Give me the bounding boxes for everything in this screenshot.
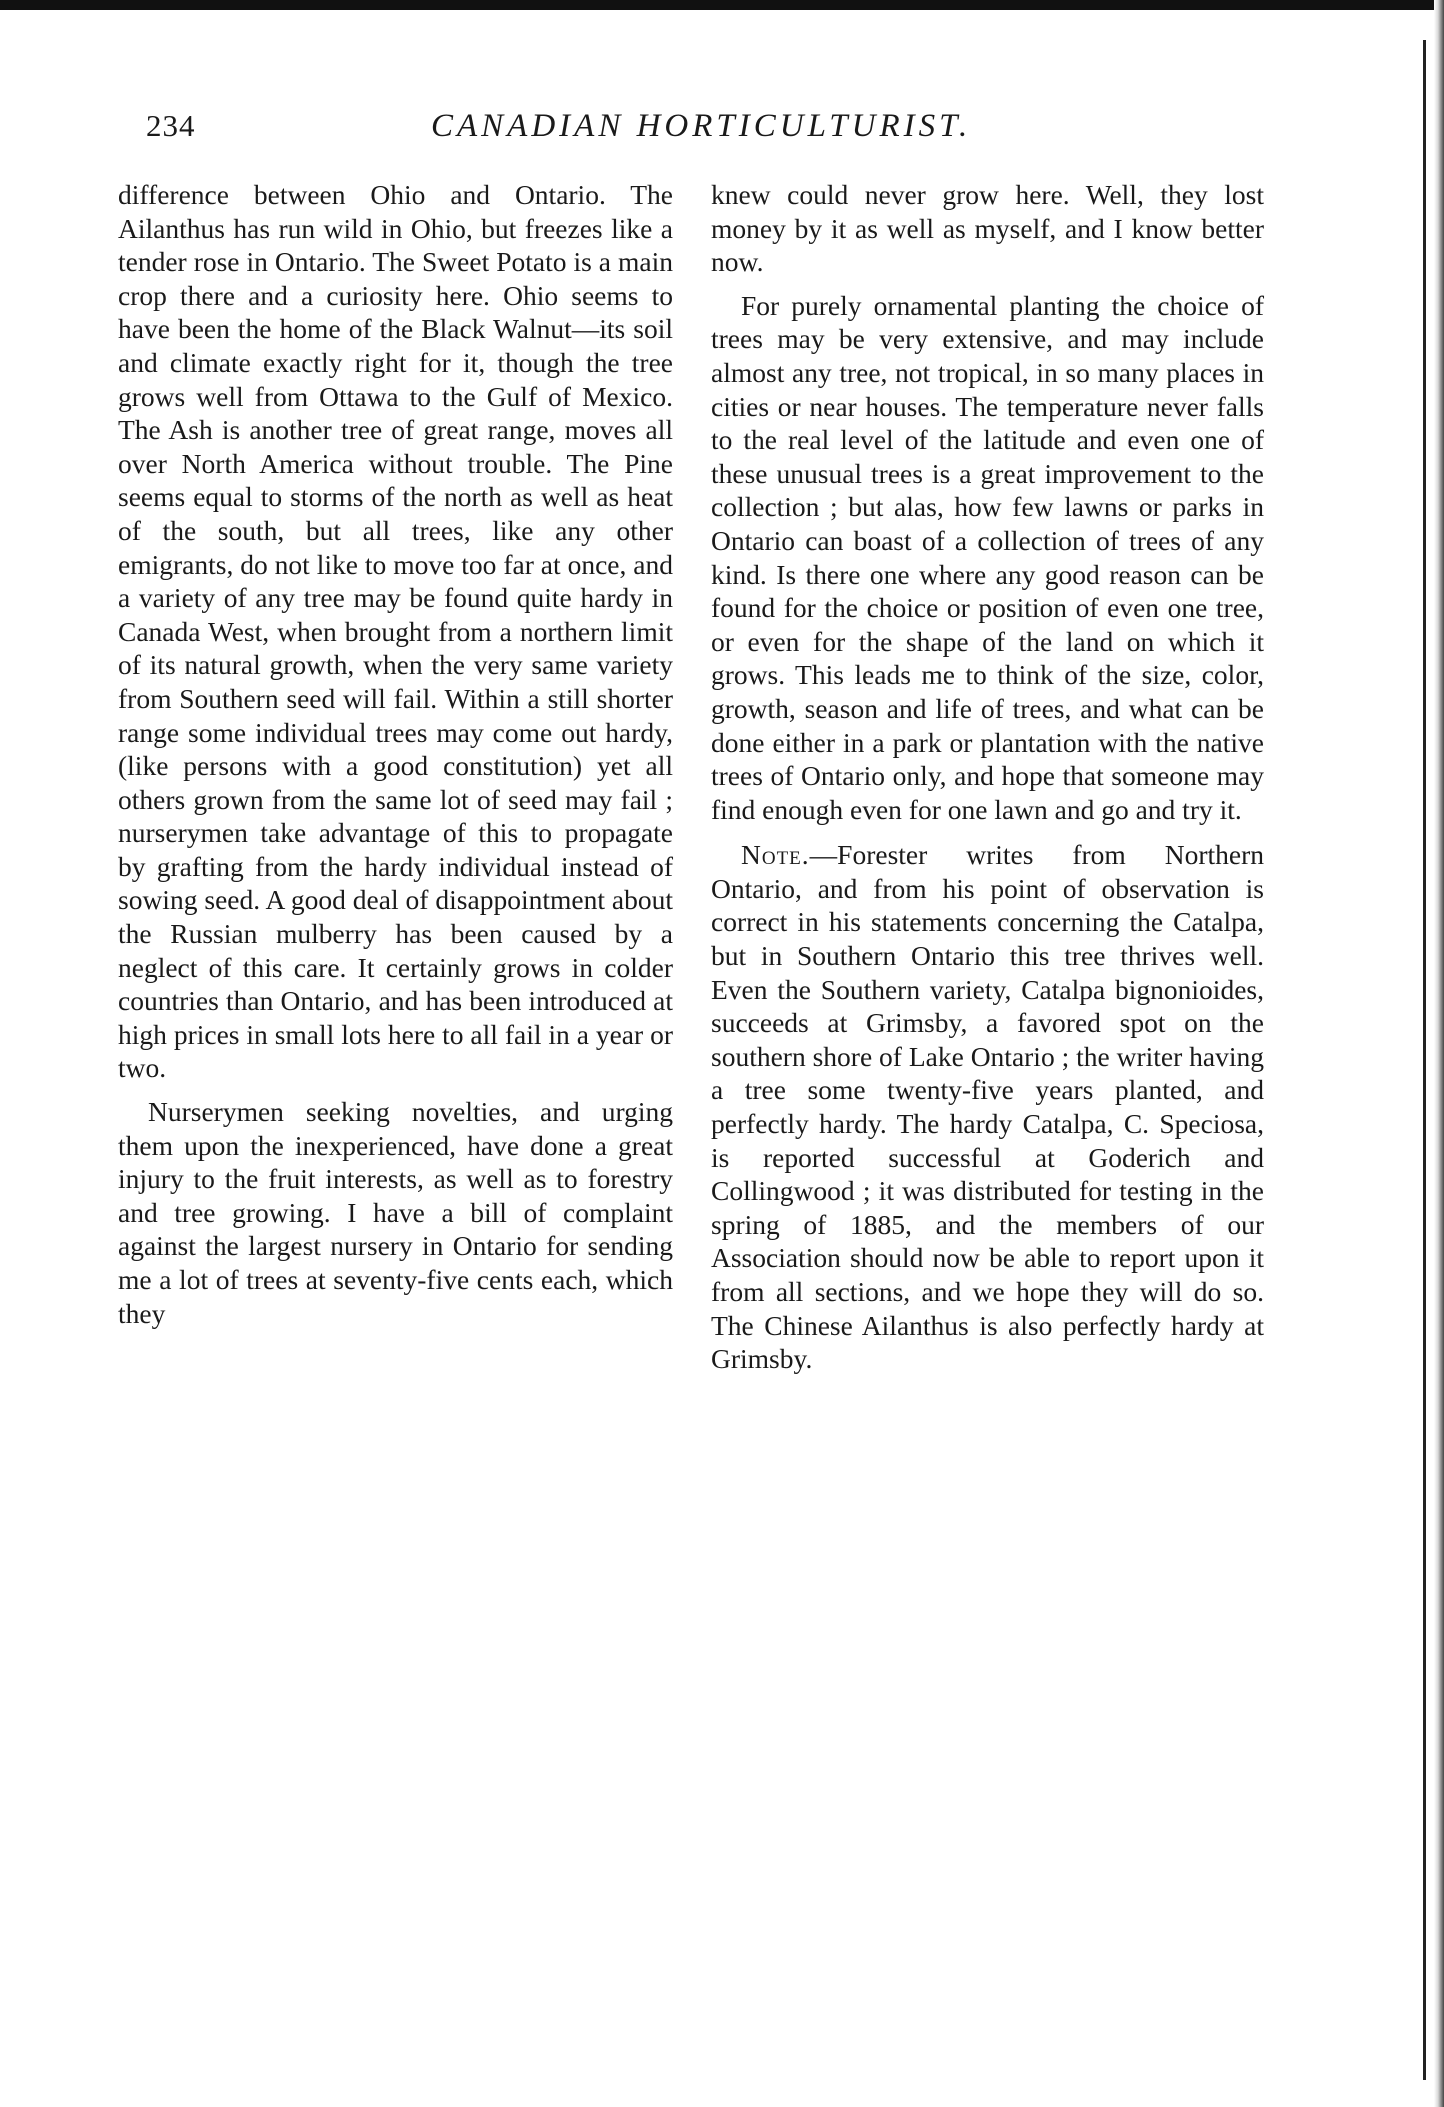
page-edge-top	[0, 0, 1444, 10]
page-header	[146, 108, 1276, 158]
editor-note	[711, 838, 1264, 1376]
left-paragraph-1: difference between Ohio and Ontario. The Ailanthus has run wild in Ohio, but freezes like a tender rose in Ontario. The Sweet Potato is a main crop there and a curiosity here. Ohio seems to have been the home of the Black Walnut—its soil and climate exactly right for it, though the tree grows well from Ottawa to the Gulf of Mexico. The Ash is another tree of great range, moves all over North America without trouble. The Pine seems equal to storms of the north as well as heat of the south, but all trees, like any other emigrants, do not like to move too far at once, and a variety of any tree may be found quite hardy in Canada West, when brought from a northern limit of its natural growth, when the very same variety from Southern seed will fail. Within a still shorter range some individual trees may come out hardy, (like persons with a good constitution) yet all others grown from the same lot of seed may fail ; nurserymen take advantage of this to propagate by grafting from the hardy individual instead of sowing seed. A good deal of disappointment about the Russian mulberry has been caused by a neglect of this care. It certainly grows in colder countries than Ontario, and has been introduced at high prices in small lots here to all fail in a year or two.	[118, 179, 673, 1084]
running-title: CANADIAN HORTICULTURIST.	[431, 108, 972, 144]
right-paragraph-2: For purely ornamental planting the choice of trees may be very extensive, and may include almost any tree, not tropical, in so many places in cities or near houses. The temperature never falls to the real level of the latitude and even one of these unusual trees is a great improvement to the collection ; but alas, how few lawns or parks in Ontario can boast of a collection of trees of any kind. Is there one where any good reason can be found for the choice or position of even one tree, or even for the shape of the land on which it grows. This leads me to think of the size, color, growth, season and life of trees, and what can be done either in a park or plantation with the native trees of Ontario only, and hope that someone may find enough even for one lawn and go and try it.	[711, 289, 1264, 825]
page-binding-line	[1423, 40, 1426, 2080]
page-edge-right	[1434, 0, 1444, 2107]
right-paragraph-1: knew could never grow here. Well, they lost money by it as well as myself, and I know better now.	[711, 179, 1264, 278]
left-paragraph-2: Nurserymen seeking novelties, and urging them upon the inexperienced, have done a great injury to the fruit interests, as well as to forestry and tree growing. I have a bill of complaint against the largest nursery in Ontario for sending me a lot of trees at seventy-five cents each, which they	[118, 1096, 673, 1329]
note-text: —Forester writes from Northern Ontario, and from his point of observation is correct in his statements concerning the Catalpa, but in Southern Ontario this tree thrives well. Even the Southern variety, Catalpa bignonioides, succeeds at Grimsby, a favored spot on the southern shore of Lake Ontario ; the writer having a tree some twenty-five years planted, and perfectly hardy. The hardy Catalpa, C. Speciosa, is reported successful at Goderich and Collingwood ; it was distributed for testing in the spring of 1885, and the members of our Association should now be able to report upon it from all sections, and we hope they will do so. The Chinese Ailanthus is also perfectly hardy at Grimsby.	[711, 839, 1264, 1375]
left-column	[118, 178, 673, 1330]
note-label: Note.	[741, 839, 810, 871]
right-column	[711, 178, 1264, 1376]
page-number: 234	[146, 108, 196, 143]
